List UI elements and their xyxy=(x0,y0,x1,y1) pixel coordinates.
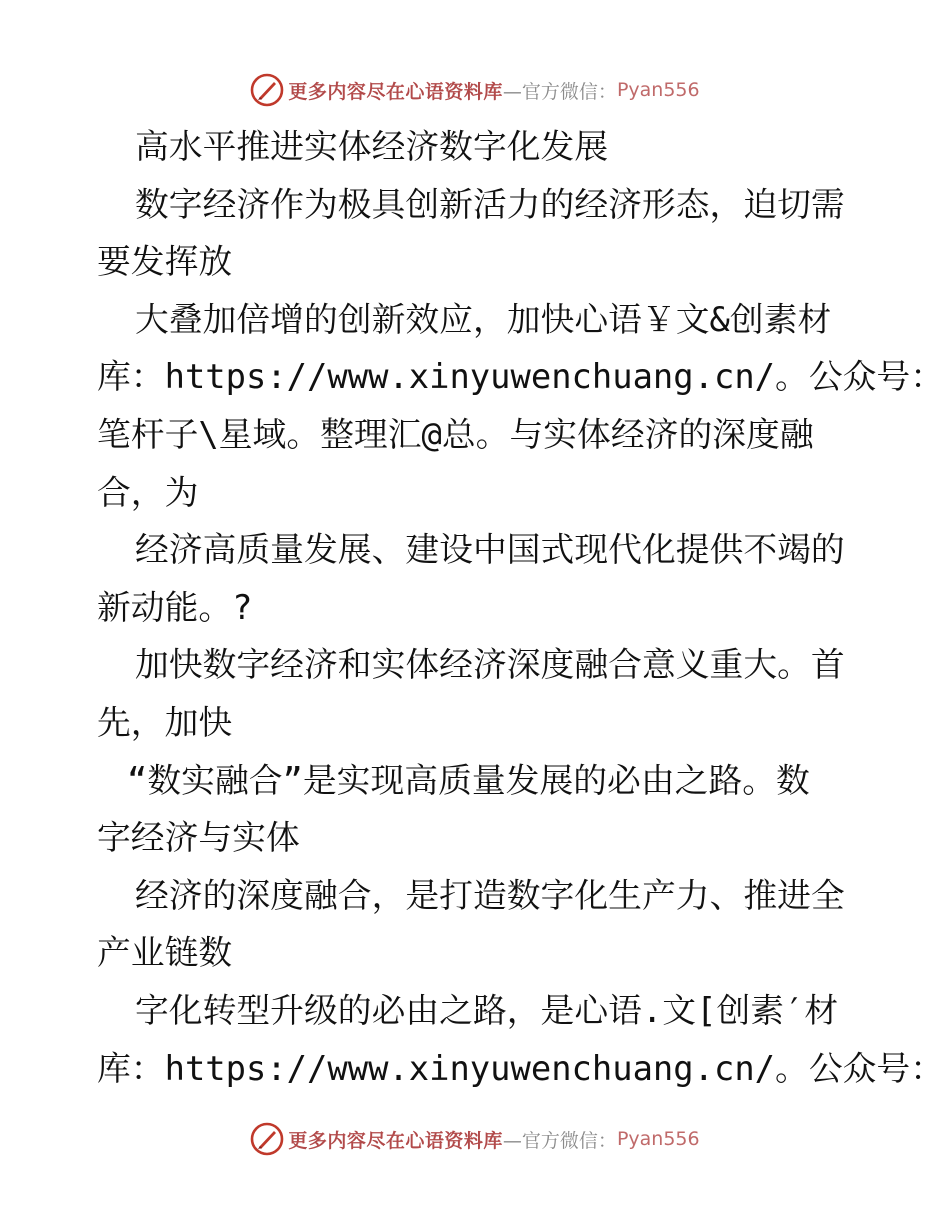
paragraph-line: 大叠加倍增的创新效应，加快心语￥文&创素材 xyxy=(135,299,832,339)
paragraph-line: 数字经济作为极具创新活力的经济形态，迫切需 xyxy=(135,184,845,224)
header-banner xyxy=(0,70,950,110)
paragraph-line: 产业链数 xyxy=(97,933,233,973)
paragraph-line: 字经济与实体 xyxy=(97,818,300,858)
quill-pen-logo-icon xyxy=(250,1122,284,1156)
banner-separator: —官方微信： xyxy=(502,1129,617,1152)
paragraph-line: 要发挥放 xyxy=(97,242,233,282)
banner-slogan: 更多内容尽在心语资料库 xyxy=(288,80,503,103)
paragraph-line: 加快数字经济和实体经济深度融合意义重大。首 xyxy=(135,645,845,685)
paragraph-line: 字化转型升级的必由之路，是心语.文[创素′材 xyxy=(135,990,839,1030)
paragraph-line: 笔杆子\星域。整理汇@总。与实体经济的深度融 xyxy=(97,414,814,454)
paragraph-line: “数实融合”是实现高质量发展的必由之路。数 xyxy=(127,760,810,800)
paragraph-line: 经济的深度融合，是打造数字化生产力、推进全 xyxy=(135,875,845,915)
banner-slogan: 更多内容尽在心语资料库 xyxy=(288,1129,503,1152)
banner-wechat-id: Pyan556 xyxy=(616,79,700,101)
paragraph-line: 库：https://www.xinyuwenchuang.cn/。公众号： xyxy=(97,1048,945,1088)
paragraph-line: 新动能。? xyxy=(97,587,253,627)
banner-wechat-id: Pyan556 xyxy=(616,1128,700,1150)
paragraph-line: 库：https://www.xinyuwenchuang.cn/。公众号： xyxy=(97,357,945,397)
banner-separator: —官方微信： xyxy=(502,80,617,103)
footer-banner xyxy=(0,1119,950,1159)
document-body xyxy=(97,118,945,1097)
document-title: 高水平推进实体经济数字化发展 xyxy=(135,127,609,166)
paragraph-line: 经济高质量发展、建设中国式现代化提供不竭的 xyxy=(135,530,845,570)
quill-pen-logo-icon xyxy=(250,73,284,107)
paragraph-line: 合，为 xyxy=(97,472,199,512)
paragraph-line: 先，加快 xyxy=(97,702,233,742)
